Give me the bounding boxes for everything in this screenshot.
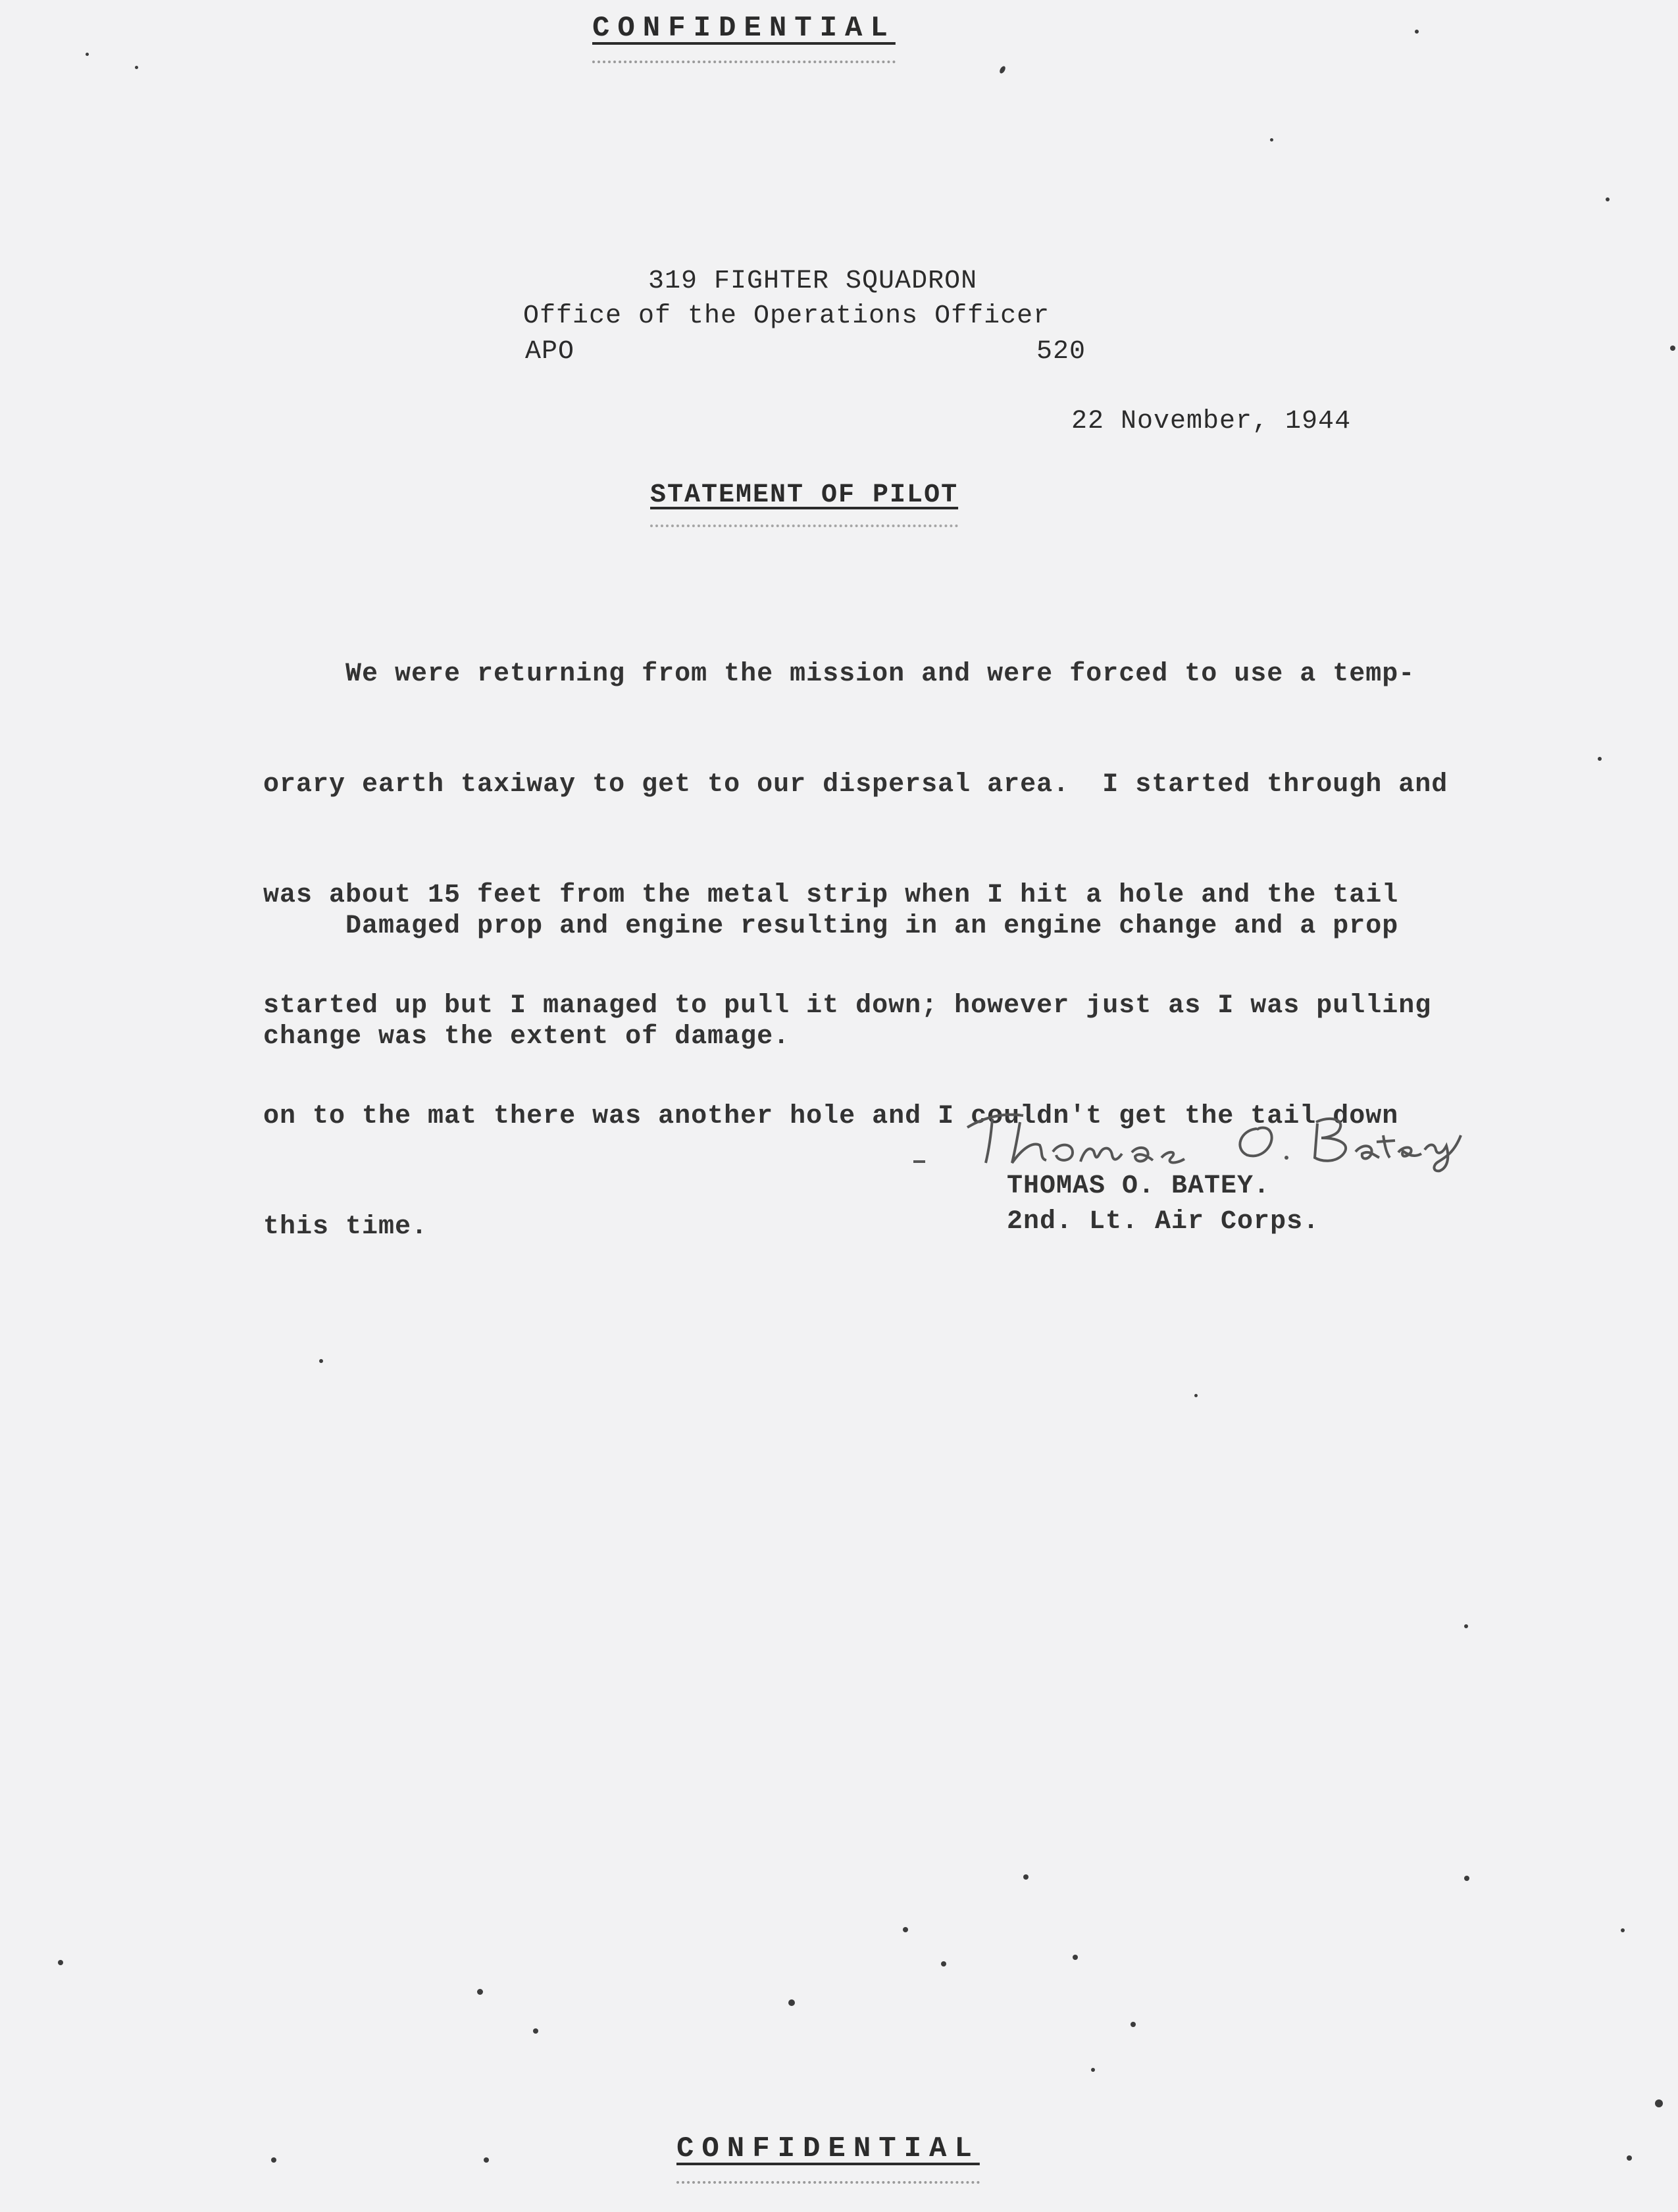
paragraph-1-line: this time. [263,1212,428,1242]
paragraph-1-line: was about 15 feet from the metal strip when I hit a hole and the tail [263,881,1399,910]
scan-speck [788,1999,795,2006]
scan-speck [1415,30,1419,34]
scan-speck [533,2028,538,2034]
scan-speck [1670,346,1675,351]
apo-label: APO [525,337,575,367]
handwritten-signature [908,1089,1474,1175]
paragraph-1-line: started up but I managed to pull it down; however just as I was pulling [263,991,1432,1021]
paragraph-1-line: We were returning from the mission and were forced to use a temp- [263,659,1415,689]
classification-top: CONFIDENTIAL [592,12,896,63]
scan-speck [998,65,1006,74]
scan-speck [1606,197,1610,201]
scan-speck [271,2157,276,2163]
scan-speck [1655,2099,1663,2107]
scan-speck [941,1961,946,1967]
scan-speck [903,1927,908,1932]
signer-name: THOMAS O. BATEY. [1007,1171,1271,1201]
scan-speck [86,53,89,56]
document-title: STATEMENT OF PILOT [650,480,958,527]
classification-bottom: CONFIDENTIAL [676,2132,980,2184]
scan-speck [1131,2022,1136,2027]
scan-speck [1464,1624,1468,1628]
scan-speck [135,66,138,69]
paragraph-2-line: Damaged prop and engine resulting in an engine change and a prop [263,912,1399,941]
apo-number: 520 [1036,337,1086,367]
scan-speck [1598,757,1602,761]
scan-speck [1621,1928,1625,1932]
scan-speck [1627,2155,1632,2161]
scan-speck [477,1989,483,1995]
document-date: 22 November, 1944 [1071,407,1352,436]
scan-speck [319,1359,323,1363]
scan-speck [1464,1876,1469,1881]
scan-speck [58,1960,63,1965]
paragraph-2 [263,835,1398,1129]
paragraph-1-line: orary earth taxiway to get to our dispersal area. I started through and [263,770,1448,800]
scan-speck [1194,1394,1198,1397]
scan-speck [1073,1955,1078,1960]
scan-speck [484,2157,489,2163]
scan-speck [1270,138,1273,141]
paragraph-2-line: change was the extent of damage. [263,1022,790,1052]
scan-speck [1091,2068,1095,2072]
signer-rank: 2nd. Lt. Air Corps. [1007,1207,1320,1237]
paragraph-1-line: on to the mat there was another hole and I couldn't get the tail down [263,1102,1399,1131]
scan-speck [1023,1874,1029,1880]
office-name: Office of the Operations Officer [523,301,1050,331]
squadron-name: 319 FIGHTER SQUADRON [648,267,978,296]
